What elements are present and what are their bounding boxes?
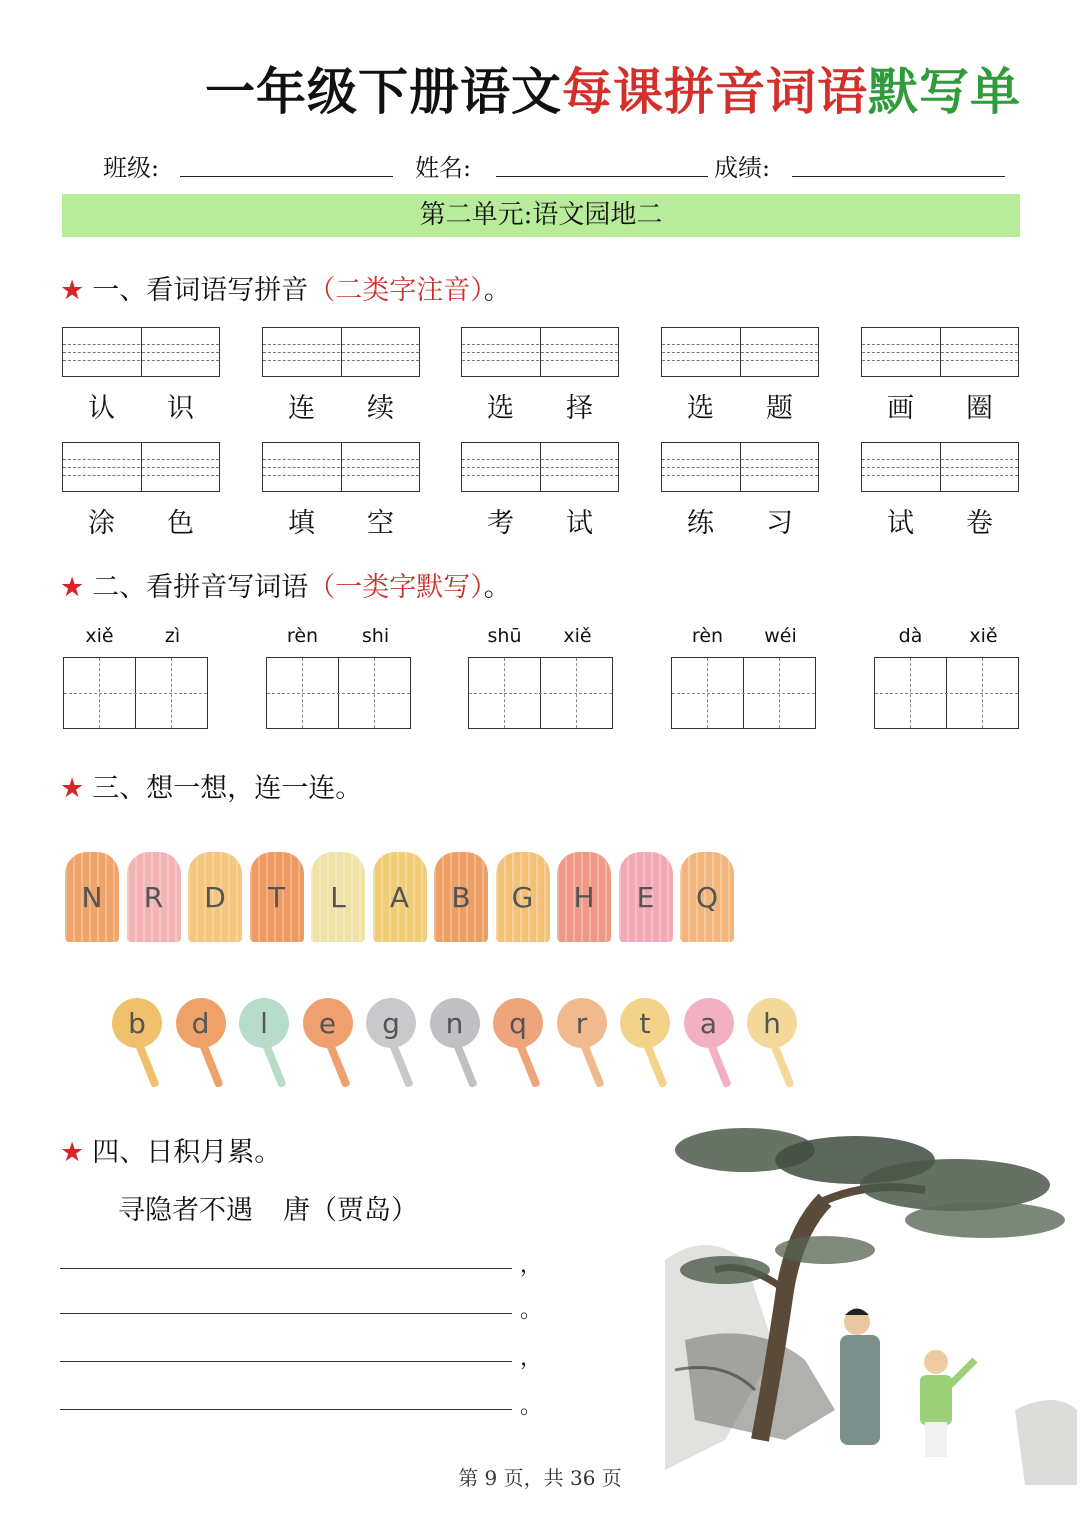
class-label: 班级: — [103, 154, 160, 182]
vocab-char: 空 — [367, 508, 394, 539]
line-punctuation: ， — [520, 1346, 543, 1371]
lowercase-letter-key[interactable] — [174, 998, 230, 1098]
lowercase-letter-key[interactable] — [364, 998, 420, 1098]
character-writing-box[interactable] — [266, 657, 411, 729]
vocab-word — [262, 386, 420, 425]
uppercase-letter-door[interactable]: Q — [680, 852, 734, 942]
vocab-word — [661, 386, 819, 425]
vocab-word — [461, 501, 619, 540]
vocab-char: 选 — [487, 393, 514, 424]
pinyin-syllable: wéi — [764, 625, 797, 647]
lowercase-letter-key[interactable] — [745, 998, 801, 1098]
key-head: h — [747, 998, 797, 1048]
lowercase-letter-key[interactable] — [428, 998, 484, 1098]
vocab-word — [861, 386, 1019, 425]
key-head: a — [684, 998, 734, 1048]
key-head: t — [620, 998, 670, 1048]
vocab-word — [661, 501, 819, 540]
lowercase-letter-key[interactable] — [110, 998, 166, 1098]
pinyin-syllable: dà — [898, 625, 923, 647]
pinyin-writing-box[interactable] — [62, 327, 220, 377]
key-head: b — [112, 998, 162, 1048]
lowercase-letter-key[interactable] — [237, 998, 293, 1098]
vocab-char: 卷 — [966, 508, 993, 539]
vocab-char: 考 — [487, 508, 514, 539]
star-icon: ★ — [60, 773, 85, 804]
uppercase-letter-door[interactable]: N — [65, 852, 119, 942]
poem-title: 寻隐者不遇 — [118, 1195, 253, 1226]
vocab-char: 连 — [288, 393, 315, 424]
character-writing-box[interactable] — [671, 657, 816, 729]
poem-writing-line[interactable] — [60, 1313, 512, 1314]
key-head: d — [176, 998, 226, 1048]
section4-heading — [60, 1130, 281, 1169]
uppercase-letter-door[interactable]: D — [188, 852, 242, 942]
worksheet-title — [205, 52, 1021, 124]
star-icon: ★ — [60, 1137, 85, 1168]
section4-title: 四、日积月累。 — [92, 1137, 282, 1168]
pinyin-syllable: shi — [361, 625, 390, 647]
vocab-char: 圈 — [966, 393, 993, 424]
key-head: r — [557, 998, 607, 1048]
lowercase-letter-key[interactable] — [682, 998, 738, 1098]
pinyin-writing-box[interactable] — [262, 327, 420, 377]
key-head: n — [430, 998, 480, 1048]
section1-title: 一、看词语写拼音 — [92, 275, 309, 306]
name-label: 姓名: — [415, 154, 472, 182]
vocab-char: 试 — [566, 508, 593, 539]
lowercase-letter-key[interactable] — [301, 998, 357, 1098]
vocab-word — [461, 386, 619, 425]
line-punctuation: 。 — [520, 1394, 543, 1419]
pinyin-prompt — [63, 625, 209, 647]
score-label: 成绩: — [714, 154, 771, 182]
section3-heading — [60, 766, 362, 805]
pinyin-writing-box[interactable] — [62, 442, 220, 492]
vocab-char: 涂 — [88, 508, 115, 539]
lowercase-letter-key[interactable] — [555, 998, 611, 1098]
vocab-char: 填 — [288, 508, 315, 539]
uppercase-letter-door[interactable]: L — [311, 852, 365, 942]
uppercase-letter-door[interactable]: R — [127, 852, 181, 942]
pinyin-prompt — [874, 625, 1020, 647]
star-icon: ★ — [60, 572, 85, 603]
uppercase-letter-door[interactable]: T — [250, 852, 304, 942]
pinyin-syllable: zì — [164, 625, 181, 647]
pinyin-writing-box[interactable] — [861, 442, 1019, 492]
poem-writing-line[interactable] — [60, 1409, 512, 1410]
section1-end: 。 — [483, 275, 511, 306]
vocab-char: 题 — [766, 393, 793, 424]
poem-author: 唐（贾岛） — [283, 1195, 418, 1226]
line-punctuation: 。 — [520, 1298, 543, 1323]
score-field[interactable] — [792, 176, 1005, 177]
name-field[interactable] — [496, 176, 708, 177]
vocab-char: 选 — [687, 393, 714, 424]
pinyin-writing-box[interactable] — [262, 442, 420, 492]
unit-banner: 第二单元:语文园地二 — [62, 194, 1020, 237]
section1-heading — [60, 268, 511, 307]
uppercase-letter-door[interactable]: E — [619, 852, 673, 942]
pinyin-writing-box[interactable] — [661, 327, 819, 377]
uppercase-letter-door[interactable]: B — [434, 852, 488, 942]
pinyin-prompt — [266, 625, 412, 647]
section2-title: 二、看拼音写词语 — [92, 572, 309, 603]
vocab-char: 试 — [887, 508, 914, 539]
poem-writing-line[interactable] — [60, 1361, 512, 1362]
class-field[interactable] — [180, 176, 393, 177]
section2-end: 。 — [483, 572, 511, 603]
pinyin-writing-box[interactable] — [461, 327, 619, 377]
pinyin-syllable: rèn — [286, 625, 319, 647]
line-punctuation: ， — [520, 1253, 543, 1278]
pinyin-syllable: xiě — [85, 625, 114, 647]
title-part-sheet: 默写单 — [868, 63, 1021, 121]
pinyin-writing-box[interactable] — [661, 442, 819, 492]
pinyin-prompt — [671, 625, 817, 647]
key-head: l — [239, 998, 289, 1048]
key-head: q — [493, 998, 543, 1048]
vocab-word — [861, 501, 1019, 540]
key-head: e — [303, 998, 353, 1048]
vocab-word — [62, 386, 220, 425]
section2-note: （一类字默写） — [308, 572, 484, 603]
vocab-char: 识 — [167, 393, 194, 424]
vocab-char: 择 — [566, 393, 593, 424]
section2-heading — [60, 565, 511, 604]
uppercase-letter-door[interactable]: H — [557, 852, 611, 942]
vocab-char: 色 — [167, 508, 194, 539]
uppercase-letter-door[interactable]: G — [496, 852, 550, 942]
pinyin-syllable: shū — [487, 625, 522, 647]
key-head: g — [366, 998, 416, 1048]
uppercase-letter-door[interactable]: A — [373, 852, 427, 942]
character-writing-box[interactable] — [63, 657, 208, 729]
pinyin-syllable: xiě — [563, 625, 592, 647]
vocab-char: 习 — [766, 508, 793, 539]
poem-title-line — [118, 1188, 418, 1227]
pinyin-writing-box[interactable] — [461, 442, 619, 492]
page-footer: 第 9 页，共 36 页 — [458, 1466, 622, 1490]
vocab-char: 续 — [367, 393, 394, 424]
pinyin-prompt — [468, 625, 614, 647]
section1-note: （二类字注音） — [308, 275, 484, 306]
vocab-word — [62, 501, 220, 540]
pinyin-syllable: xiě — [969, 625, 998, 647]
vocab-char: 画 — [887, 393, 914, 424]
title-part-lesson: 每课拼音词语 — [562, 63, 868, 121]
vocab-word — [262, 501, 420, 540]
vocab-char: 认 — [88, 393, 115, 424]
lowercase-letter-key[interactable] — [618, 998, 674, 1098]
pine-tree-illustration — [665, 1110, 1077, 1485]
character-writing-box[interactable] — [468, 657, 613, 729]
character-writing-box[interactable] — [874, 657, 1019, 729]
pinyin-syllable: rèn — [691, 625, 724, 647]
vocab-char: 练 — [687, 508, 714, 539]
section3-title: 三、想一想，连一连。 — [92, 773, 363, 804]
pinyin-writing-box[interactable] — [861, 327, 1019, 377]
star-icon: ★ — [60, 275, 85, 306]
title-part-grade: 一年级下册语文 — [205, 63, 562, 121]
poem-writing-line[interactable] — [60, 1268, 512, 1269]
lowercase-letter-key[interactable] — [491, 998, 547, 1098]
